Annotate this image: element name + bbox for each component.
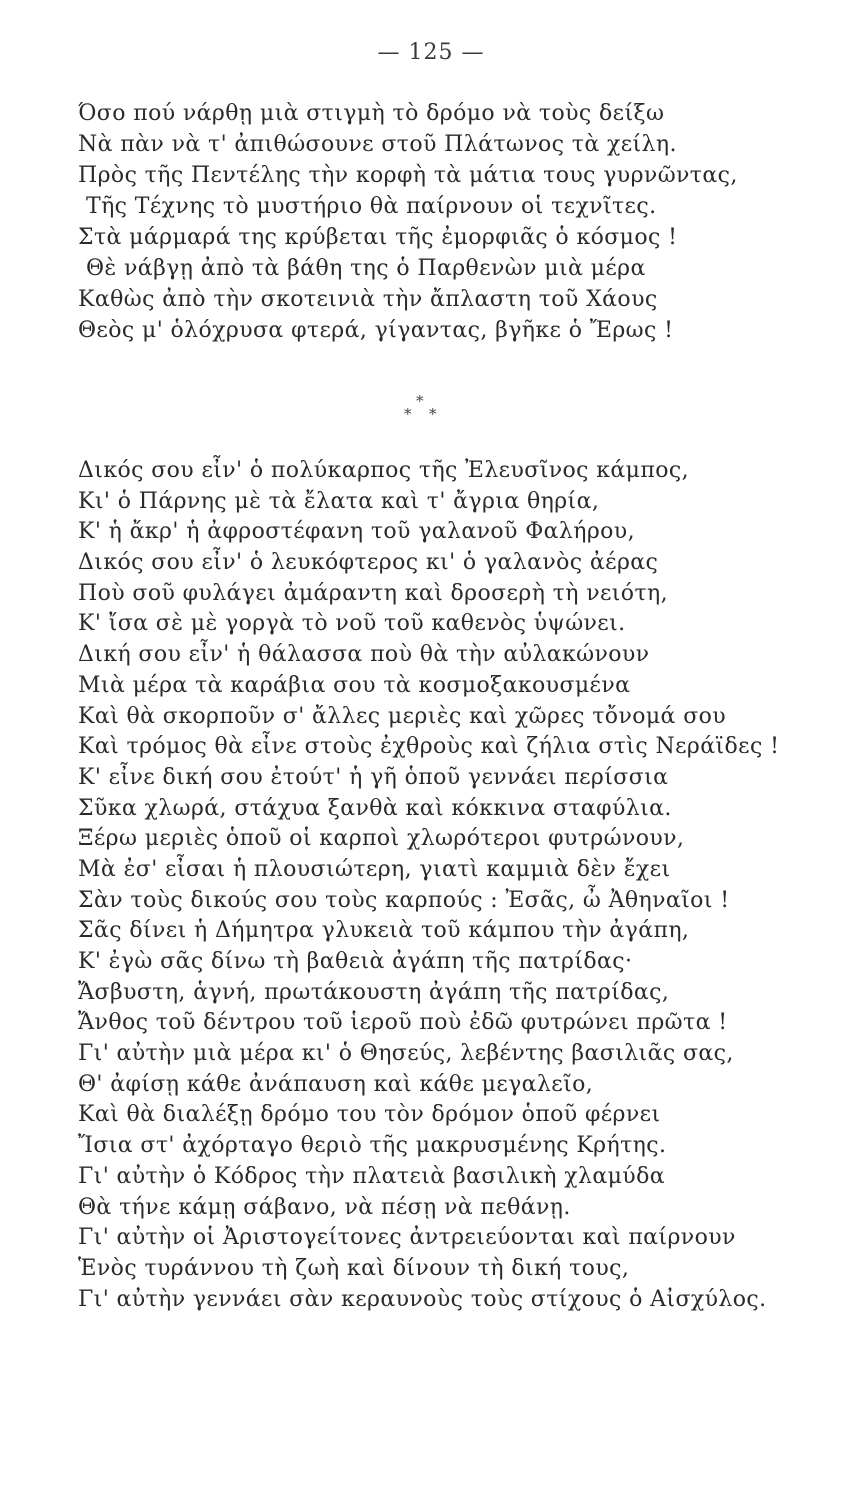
verse-line: Ξέρω μεριὲς ὁποῦ οἱ καρποὶ χλωρότεροι φυτρώνουν, [78, 826, 685, 852]
verse-line: Κι' ὁ Πάρνης μὲ τὰ ἔλατα καὶ τ' ἄγρια θηρία, [78, 488, 600, 514]
verse-line: Μιὰ μέρα τὰ καράβια σου τὰ κοσμοξακουσμένα [78, 672, 631, 698]
verse-line: Δική σου εἶν' ἡ θάλασσα ποὺ θὰ τὴν αὐλακώνουν [78, 642, 650, 668]
verse-line: Ἴσια στ' ἀχόρταγο θεριὸ τῆς μακρυσμένης Κρήτης. [78, 1133, 667, 1159]
verse-line: Ἑνὸς τυράννου τὴ ζωὴ καὶ δίνουν τὴ δική τους, [78, 1255, 630, 1281]
asterisk: * [404, 405, 412, 423]
verse-line: Ἄνθος τοῦ δέντρου τοῦ ἱεροῦ ποὺ ἐδῶ φυτρώνει πρῶτα ! [78, 1010, 728, 1036]
asterism-separator [0, 392, 862, 432]
verse-line: Κ' ἴσα σὲ μὲ γοργὰ τὸ νοῦ τοῦ καθενὸς ὑψώνει. [78, 611, 626, 637]
verse-line: Στὰ μάρμαρά της κρύβεται τῆς ἐμορφιᾶς ὁ κόσμος ! [78, 225, 678, 250]
verse-line: Σὰν τοὺς δικούς σου τοὺς καρπούς : Ἐσᾶς, ὦ Ἀθηναῖοι ! [78, 887, 730, 913]
verse-line: Γι' αὐτὴν γεννάει σὰν κεραυνοὺς τοὺς στίχους ὁ Αἰσχύλος. [78, 1286, 767, 1312]
page-number: — 125 — [377, 40, 485, 65]
verse-line: Κ' ἡ ἄκρ' ἡ ἀφροστέφανη τοῦ γαλανοῦ Φαλήρου, [78, 519, 635, 545]
verse-line: Όσο πού νάρθῃ μιὰ στιγμὴ τὸ δρόμο νὰ τοὺς δείξω [78, 101, 665, 126]
verse-line: Νὰ πὰν νὰ τ' ἀπιθώσουνε στοῦ Πλάτωνος τὰ χείλη. [78, 132, 677, 157]
verse-line: Ποὺ σοῦ φυλάγει ἀμάραντη καὶ δροσερὴ τὴ νειότη, [78, 580, 668, 606]
asterisk: * [416, 392, 424, 410]
verse-line: Θ' ἀφίσῃ κάθε ἀνάπαυση καὶ κάθε μεγαλεῖο, [78, 1071, 594, 1097]
verse-line: Γι' αὐτὴν οἱ Ἀριστογείτονες ἀντρειεύονται καὶ παίρνουν [78, 1225, 736, 1251]
asterisk: * [429, 405, 437, 423]
verse-line: Καὶ τρόμος θὰ εἶνε στοὺς ἐχθροὺς καὶ ζήλια στὶς Νεράϊδες ! [78, 734, 780, 760]
verse-line: Σῦκα χλωρά, στάχυα ξανθὰ καὶ κόκκινα σταφύλια. [78, 795, 672, 821]
verse-line: Γι' αὐτὴν μιὰ μέρα κι' ὁ Θησεύς, λεβέντης βασιλιᾶς σας, [78, 1041, 734, 1067]
stanza-two [78, 456, 838, 1315]
verse-line: Θὲ νάβγῃ ἀπὸ τὰ βάθη της ὁ Παρθενὼν μιὰ μέρα [86, 256, 646, 281]
verse-line: Κ' εἶνε δική σου ἐτούτ' ἡ γῆ ὁποῦ γεννάει περίσσια [78, 764, 669, 790]
stanza-one [78, 98, 838, 346]
verse-line: Μὰ ἐσ' εἶσαι ἡ πλουσιώτερη, γιατὶ καμμιὰ δὲν ἔχει [78, 856, 671, 882]
verse-line: Κ' ἐγὼ σᾶς δίνω τὴ βαθειὰ ἀγάπη τῆς πατρίδας· [78, 949, 633, 974]
verse-line: Πρὸς τῆς Πεντέλης τὴν κορφὴ τὰ μάτια τους γυρνῶντας, [78, 163, 738, 188]
verse-line: Σᾶς δίνει ἡ Δήμητρα γλυκειὰ τοῦ κάμπου τὴν ἀγάπη, [78, 918, 690, 944]
verse-line: Δικός σου εἶν' ὁ λευκόφτερος κι' ὁ γαλανὸς ἀέρας [78, 550, 659, 576]
verse-line: Τῆς Τέχνης τὸ μυστήριο θὰ παίρνουν οἱ τεχνῖτες. [86, 194, 657, 219]
verse-line: Θεὸς μ' ὁλόχρυσα φτερά, γίγαντας, βγῆκε ὁ Ἔρως ! [78, 318, 674, 343]
verse-line: Καθὼς ἀπὸ τὴν σκοτεινιὰ τὴν ἄπλαστη τοῦ Χάους [78, 287, 658, 312]
verse-line: Καὶ θὰ σκορποῦν σ' ἄλλες μεριὲς καὶ χῶρες τὄνομά σου [78, 703, 727, 729]
verse-line: Ἄσβυστη, ἁγνή, πρωτάκουστη ἀγάπη τῆς πατρίδας, [78, 979, 670, 1005]
verse-line: Δικός σου εἶν' ὁ πολύκαρπος τῆς Ἐλευσῖνος κάμπος, [78, 458, 689, 483]
verse-line: Θὰ τήνε κάμῃ σάβανο, νὰ πέσῃ νὰ πεθάνῃ. [78, 1194, 571, 1220]
verse-line: Καὶ θὰ διαλέξῃ δρόμο του τὸν δρόμον ὁποῦ φέρνει [78, 1102, 661, 1128]
verse-line: Γι' αὐτὴν ὁ Κόδρος τὴν πλατειὰ βασιλικὴ χλαμύδα [78, 1163, 665, 1189]
